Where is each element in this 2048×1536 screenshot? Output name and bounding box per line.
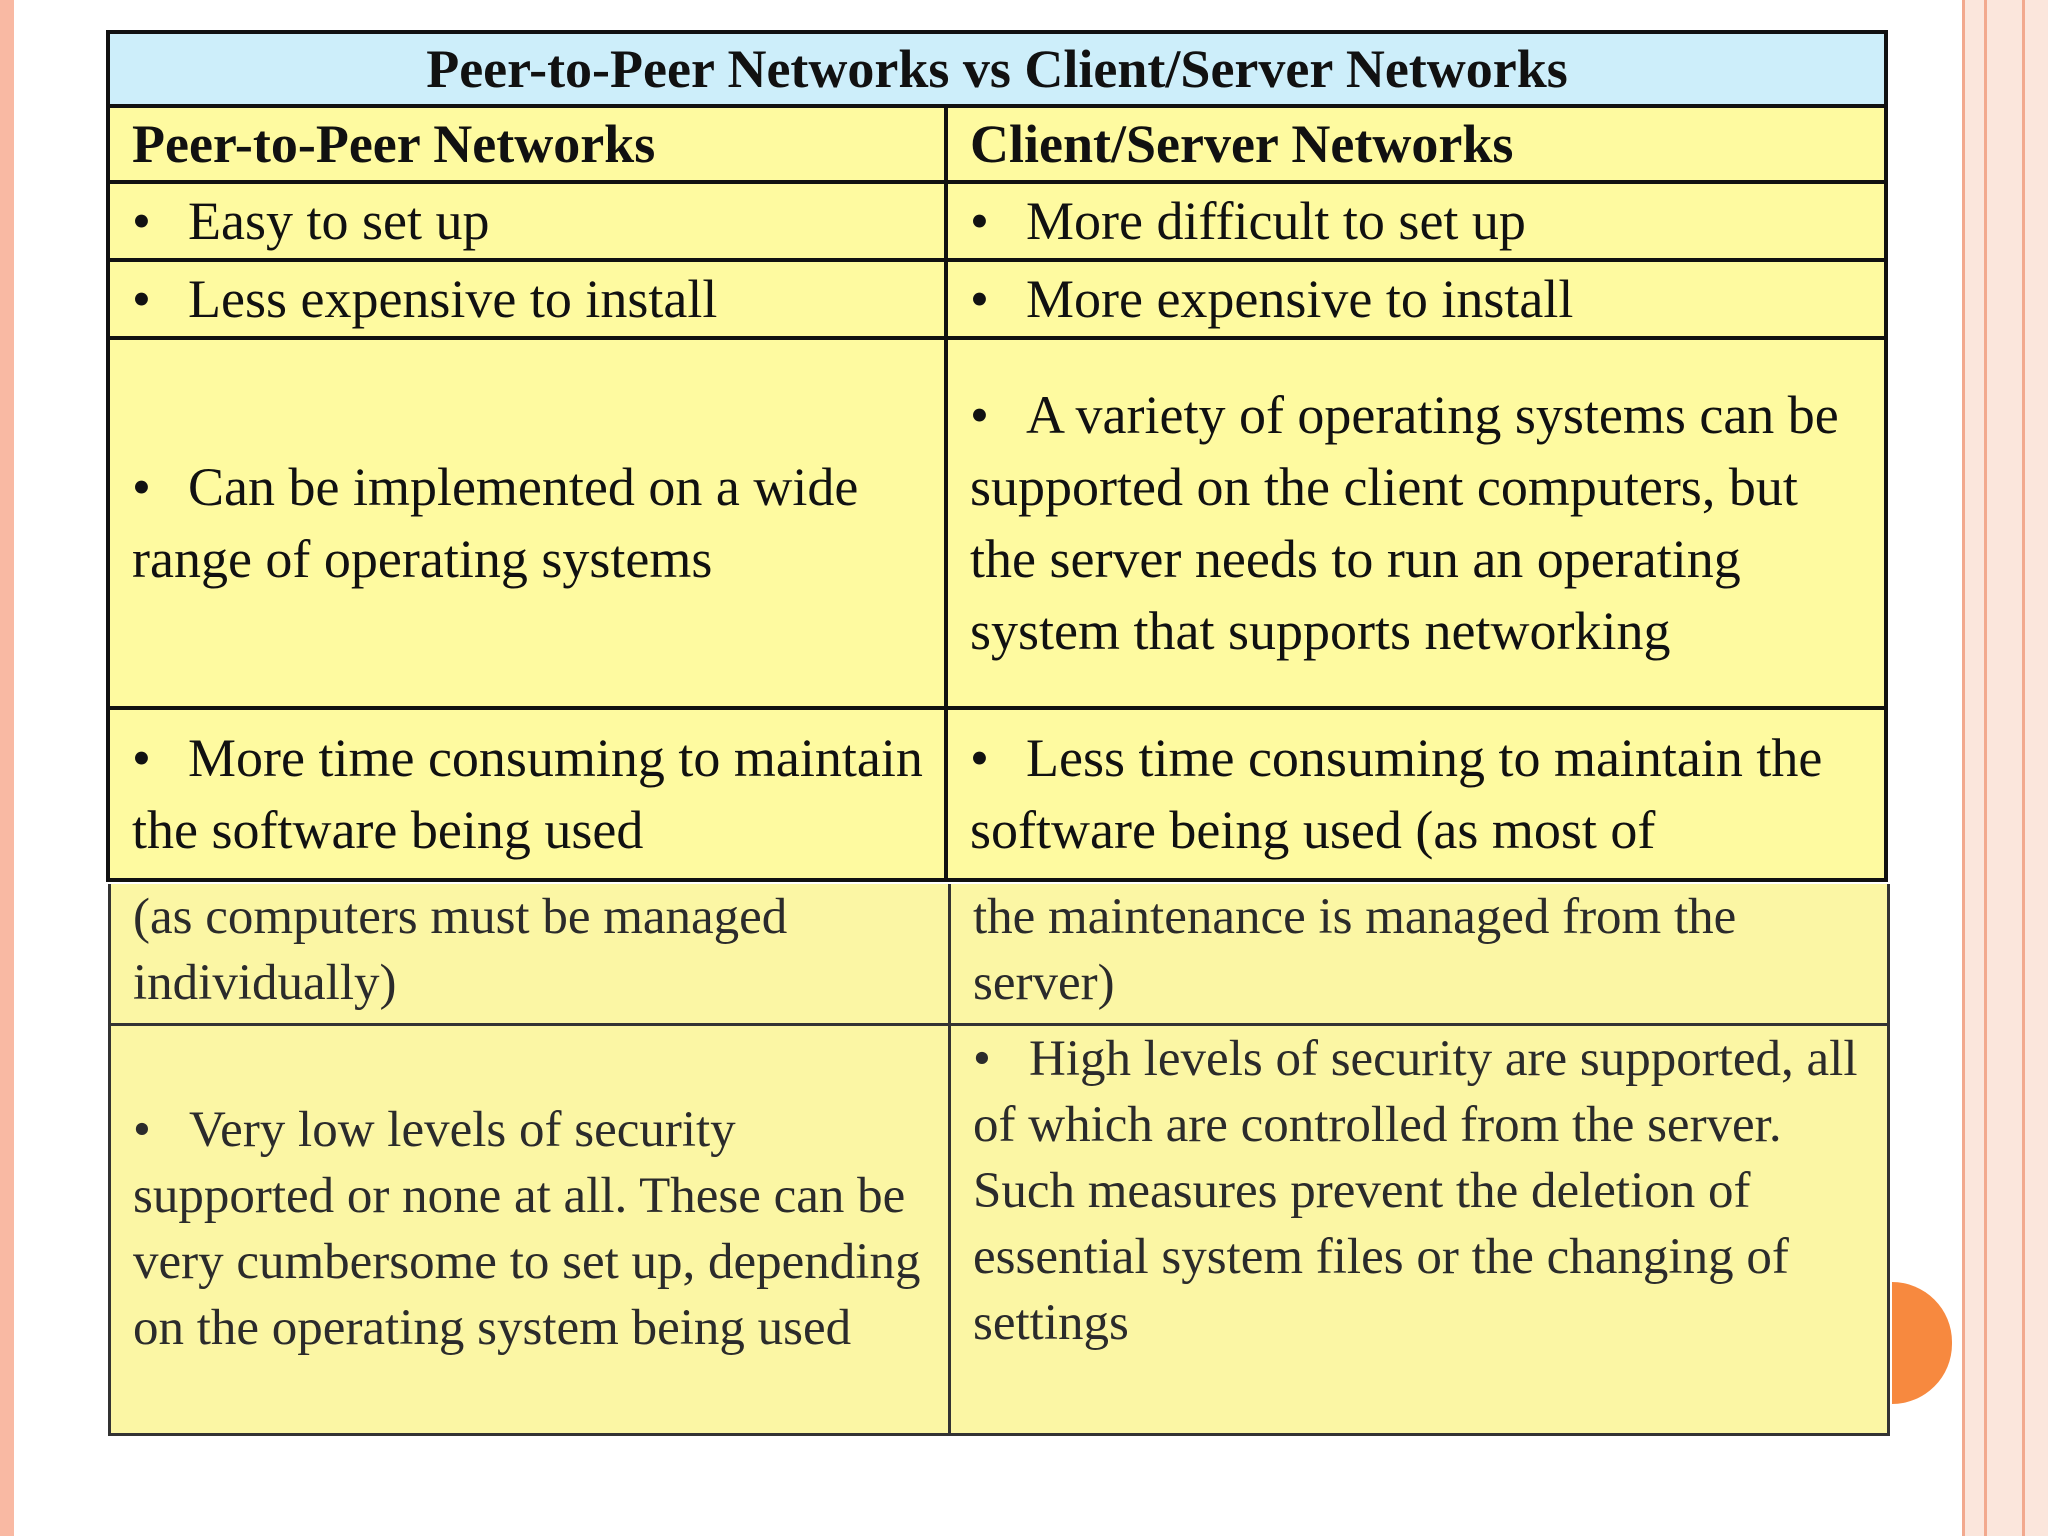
cell-text: More time consuming to maintain the software being used [132, 728, 923, 860]
right-decorative-band [1962, 0, 2048, 1536]
table-row [108, 182, 1886, 260]
title-row [108, 32, 1886, 106]
table-row [108, 260, 1886, 338]
column-header-client-server: Client/Server Networks [946, 106, 1886, 182]
bullet-icon: • [132, 191, 151, 251]
cell-text: Less expensive to install [188, 269, 718, 329]
orange-circle-decoration [1892, 1282, 1952, 1404]
bullet-icon: • [973, 1030, 991, 1087]
client-server-cell [946, 260, 1886, 338]
p2p-cell [108, 182, 946, 260]
bullet-icon: • [970, 269, 989, 329]
comparison-table [106, 30, 1888, 882]
cell-text: Easy to set up [188, 191, 490, 251]
bullet-icon: • [970, 385, 989, 445]
p2p-continuation-cell: (as computers must be managed individually) [110, 884, 950, 1024]
cell-text: Less time consuming to maintain the software being used (as most of [970, 728, 1823, 860]
client-server-cell [946, 182, 1886, 260]
comparison-table-continuation [108, 884, 1890, 1436]
p2p-cell [108, 260, 946, 338]
bullet-icon: • [970, 191, 989, 251]
right-band-line [1984, 0, 1987, 1536]
client-server-cell [950, 1024, 1889, 1434]
cell-text: High levels of security are supported, all of which are controlled from the server. Such measures prevent the deletion of essential system files or the changing of settings [973, 1030, 1858, 1351]
bullet-icon: • [132, 728, 151, 788]
cell-text: Can be implemented on a wide range of operating systems [132, 457, 859, 589]
cell-text: A variety of operating systems can be supported on the client computers, but the server needs to run an operating system that supports networking [970, 385, 1839, 661]
client-server-cell [946, 338, 1886, 708]
table-row [110, 1024, 1889, 1434]
p2p-cell [108, 708, 946, 880]
client-server-continuation-cell: the maintenance is managed from the server) [950, 884, 1889, 1024]
client-server-cell [946, 708, 1886, 880]
cell-text: Very low levels of security supported or none at all. These can be very cumbersome to set up, depending on the operating system being used [133, 1102, 921, 1356]
bullet-icon: • [133, 1102, 151, 1158]
cell-text: More expensive to install [1026, 269, 1574, 329]
p2p-cell [110, 1024, 950, 1434]
table-row [108, 338, 1886, 708]
right-band-line [2022, 0, 2025, 1536]
table-row [108, 708, 1886, 880]
bullet-icon: • [132, 457, 151, 517]
column-header-p2p: Peer-to-Peer Networks [108, 106, 946, 182]
cell-text: More difficult to set up [1026, 191, 1526, 251]
bullet-icon: • [132, 269, 151, 329]
bullet-icon: • [970, 728, 989, 788]
p2p-cell [108, 338, 946, 708]
header-row [108, 106, 1886, 182]
table-row [110, 884, 1889, 1024]
right-band-line [1962, 0, 1965, 1536]
table-title: Peer-to-Peer Networks vs Client/Server Networks [108, 32, 1886, 106]
left-decorative-stripe [0, 0, 14, 1536]
